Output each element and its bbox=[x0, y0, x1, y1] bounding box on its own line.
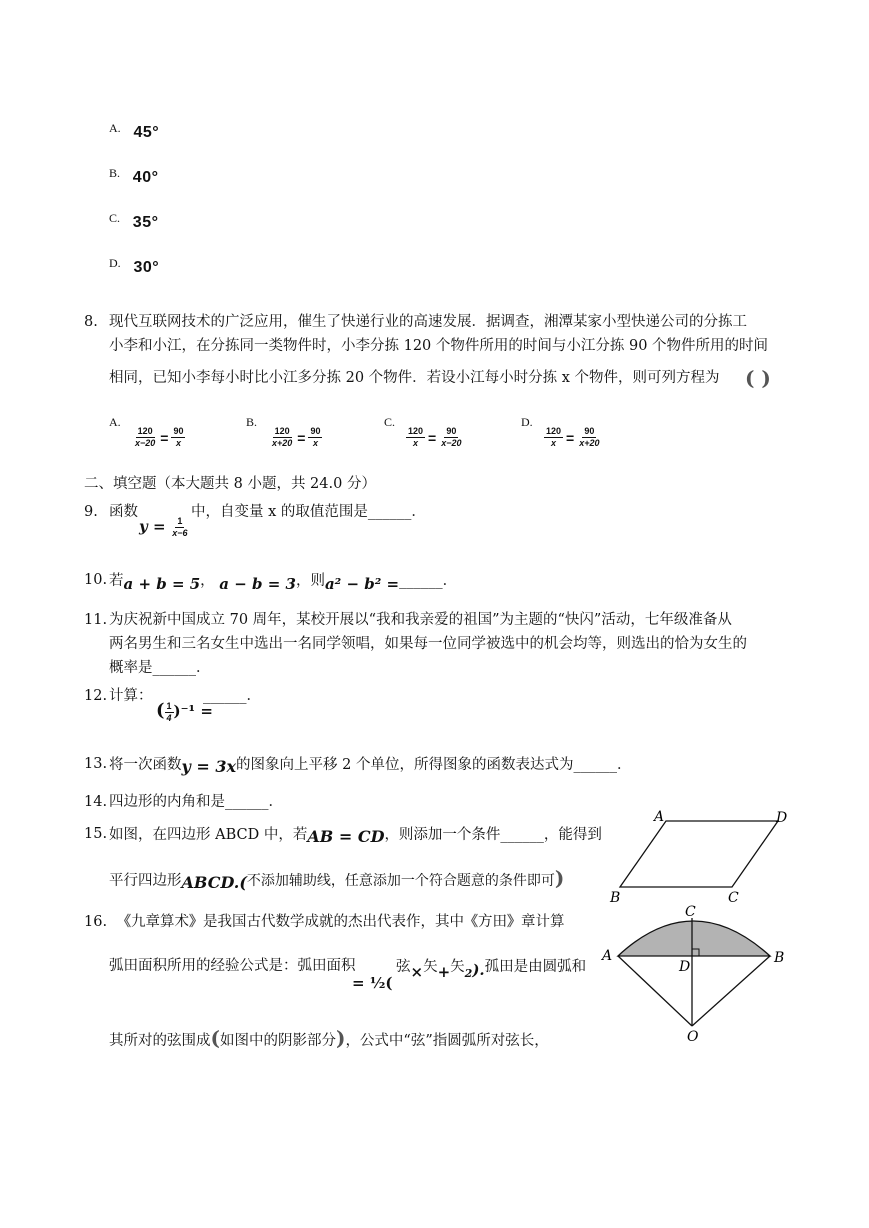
q7-option-d: D. 30° bbox=[109, 256, 160, 276]
shaded-arc-segment bbox=[618, 921, 770, 956]
label-a: A bbox=[602, 948, 613, 964]
label-o: O bbox=[687, 1029, 699, 1045]
parallelogram-figure bbox=[600, 805, 800, 905]
q8-option-b-formula: $\frac{120}{x+20}$ = $\frac{90}{x}$ bbox=[272, 426, 321, 448]
label-d: D bbox=[679, 959, 691, 975]
label-b: B bbox=[774, 950, 785, 966]
q8-option-a: A. bbox=[109, 415, 121, 429]
q8-option-c: C. bbox=[384, 415, 396, 429]
q8-option-a-formula: $\frac{120}{x-20}$ = $\frac{90}{x}$ bbox=[135, 426, 184, 448]
section-title: 二、填空题（本大题共 8 小题，共 24.0 分） bbox=[84, 476, 376, 492]
q7-option-b: B. 40° bbox=[109, 166, 159, 186]
label-c: C bbox=[728, 890, 739, 905]
arc-field-figure bbox=[596, 900, 796, 1045]
label-b: B bbox=[610, 890, 621, 905]
q8-option-c-formula: $\frac{120}{x}$ = $\frac{90}{x-20}$ bbox=[408, 426, 462, 448]
q7-option-a: A. 45° bbox=[109, 121, 160, 141]
label-a: A bbox=[654, 809, 665, 825]
q12-formula: ( $\frac{1}{4}$ )⁻¹ = bbox=[156, 700, 213, 723]
label-d: D bbox=[776, 810, 788, 826]
label-c: C bbox=[685, 904, 696, 920]
q9-formula: y = $\frac{1}{x-6}$ bbox=[139, 516, 188, 538]
q7-option-c: C. 35° bbox=[109, 211, 159, 231]
radius-ob bbox=[692, 956, 770, 1026]
q8-option-b: B. bbox=[246, 415, 258, 429]
q8-option-d: D. bbox=[521, 415, 533, 429]
parallelogram-shape bbox=[620, 821, 778, 887]
q8-option-d-formula: $\frac{120}{x}$ = $\frac{90}{x+20}$ bbox=[546, 426, 600, 448]
